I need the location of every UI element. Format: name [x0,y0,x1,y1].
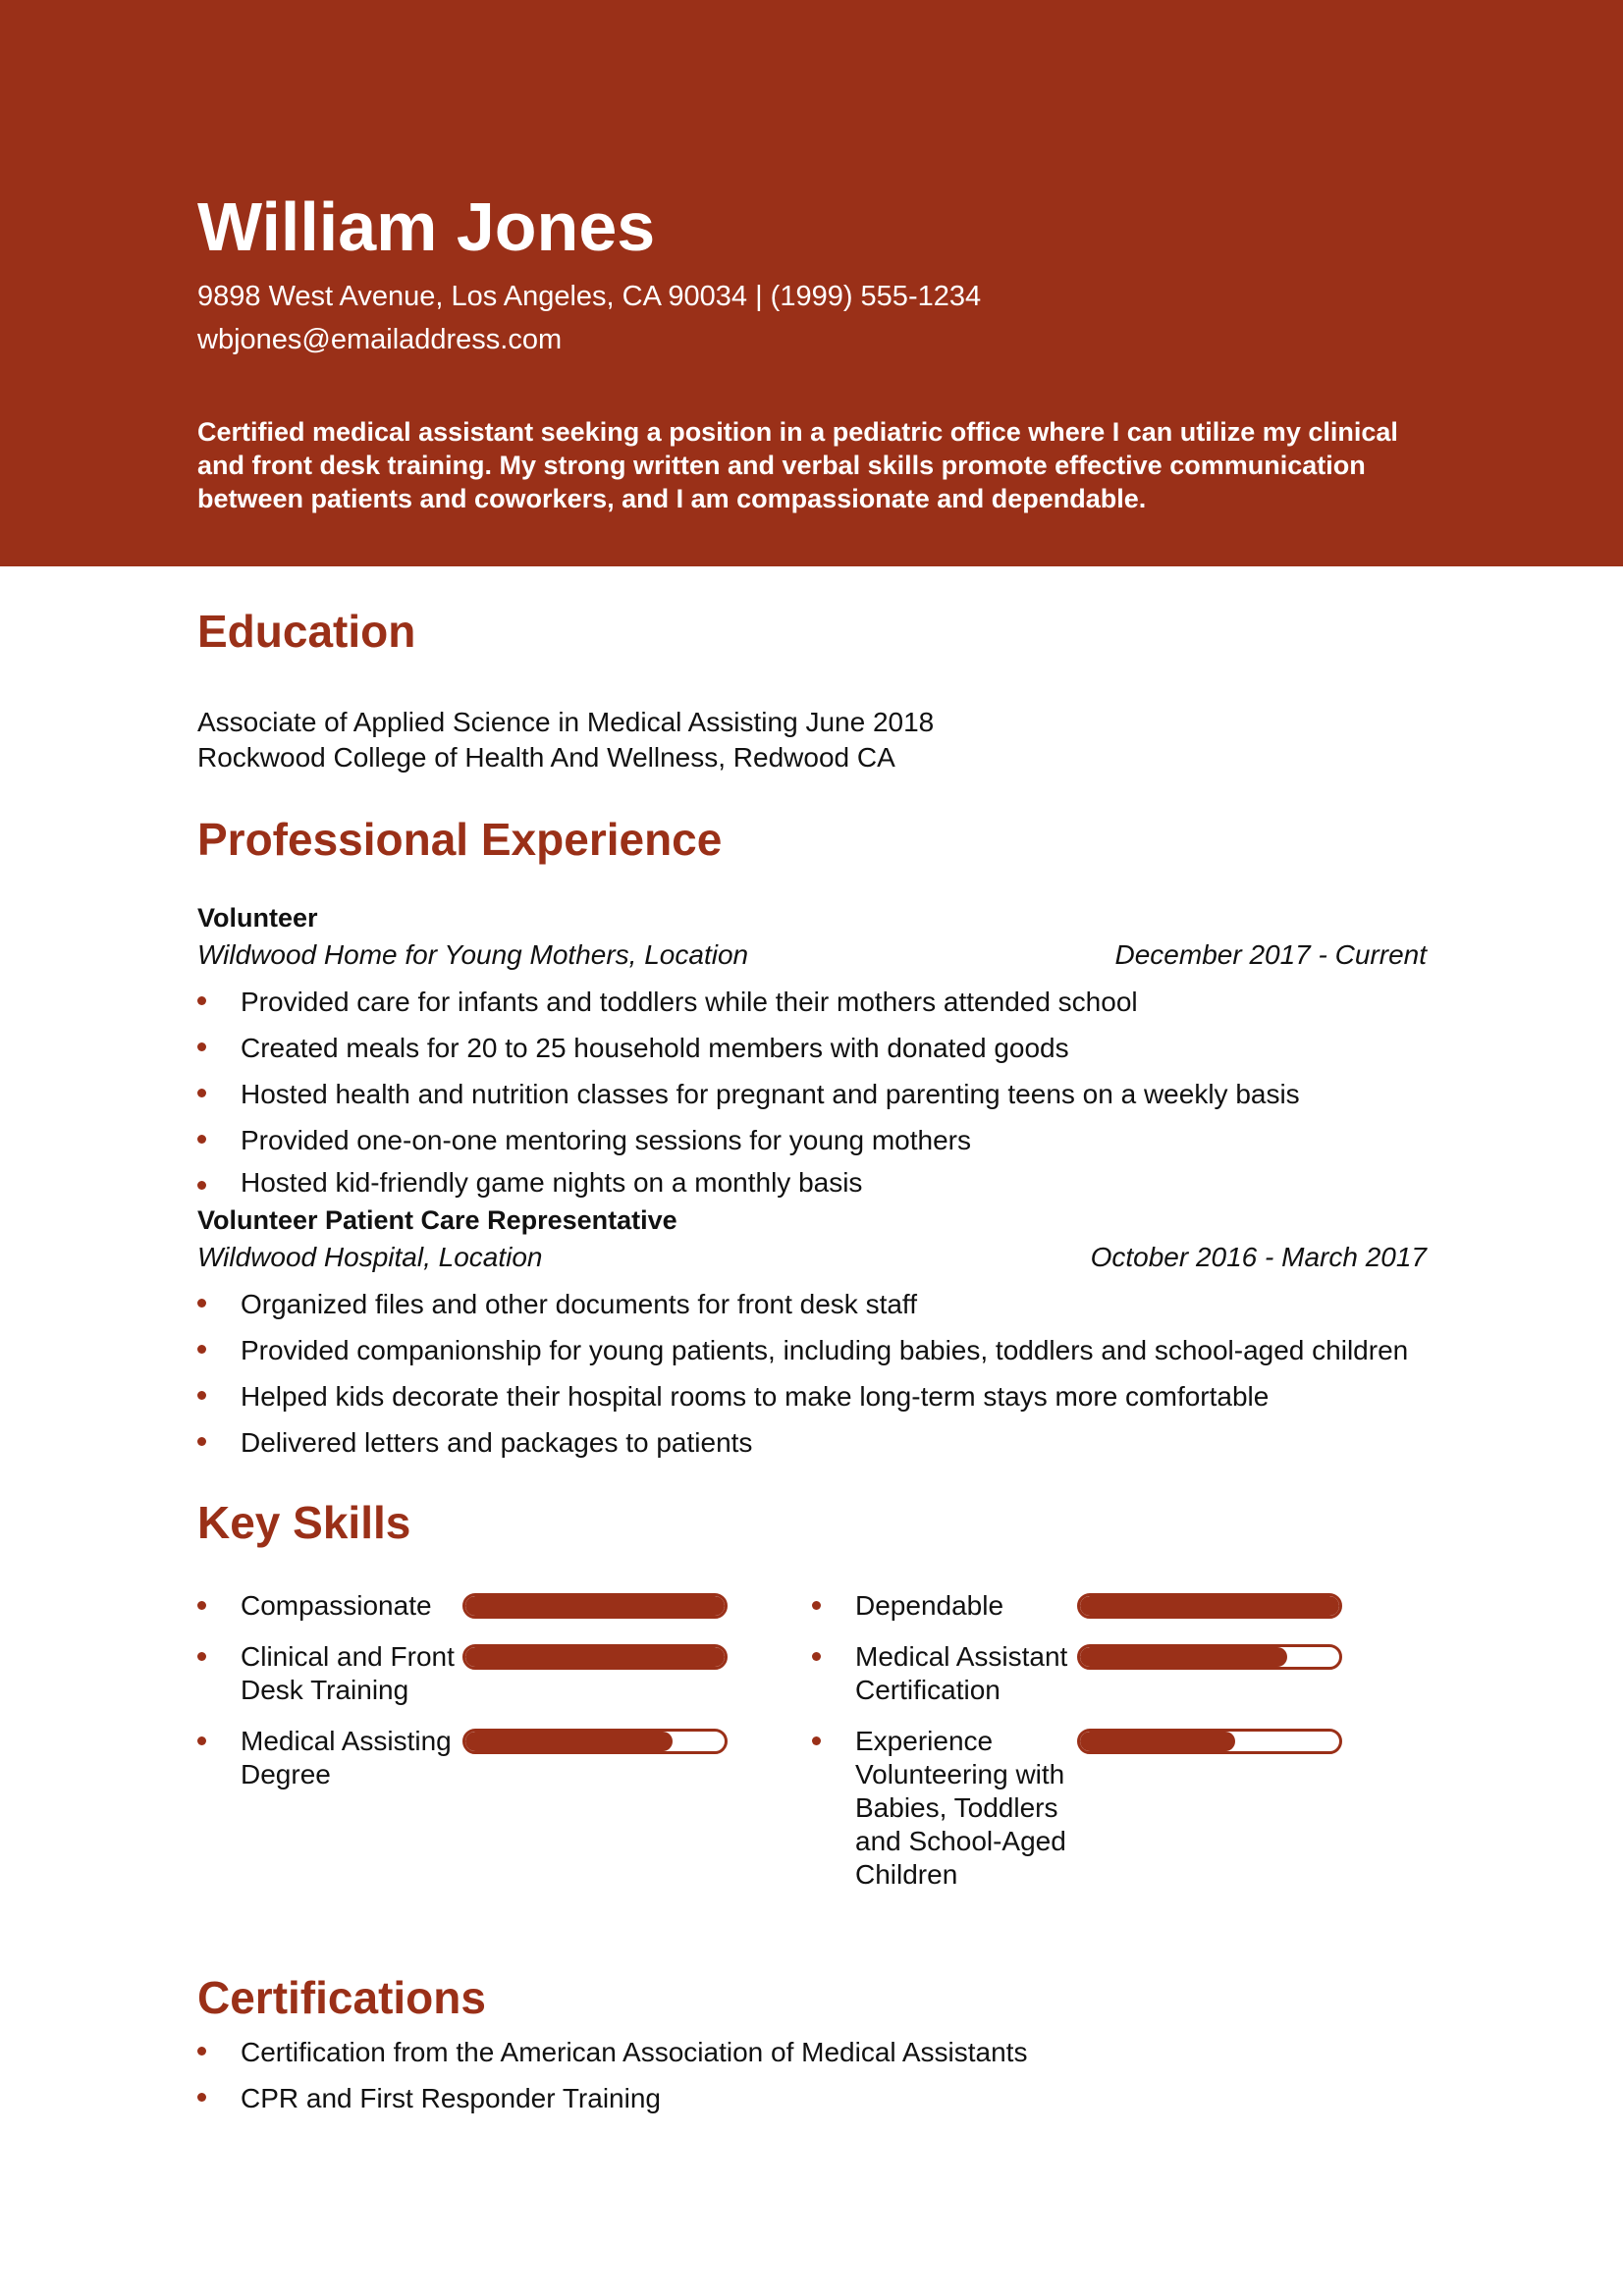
skill-level-fill [465,1732,673,1751]
list-item: Provided care for infants and toddlers while their mothers attended school [197,979,1427,1025]
candidate-name: William Jones [197,188,656,265]
skill-row [197,1589,812,1623]
list-item: Created meals for 20 to 25 household members with donated goods [197,1025,1427,1071]
job-entry [197,900,1427,1202]
email: wbjones@emailaddress.com [197,324,563,355]
skill-level-fill [465,1647,725,1667]
skills-grid [197,1589,1427,1909]
list-item: Provided one-on-one mentoring sessions for young mothers [197,1117,1427,1163]
job-meta [197,1238,1427,1277]
skill-row [197,1640,812,1707]
list-item: Hosted kid-friendly game nights on a monthly basis [197,1163,1427,1202]
job-duties [197,1281,1427,1466]
header-content [197,187,1434,515]
address-phone: 9898 West Avenue, Los Angeles, CA 90034 | (1999) 555-1234 [197,281,982,312]
skill-level-fill [1080,1596,1339,1616]
education-degree: Associate of Applied Science in Medical Assisting June 2018 [197,707,935,737]
list-item: CPR and First Responder Training [197,2075,1427,2121]
skill-level-fill [1080,1647,1287,1667]
skills-heading: Key Skills [197,1497,411,1548]
skill-label: Dependable [812,1589,1077,1623]
skill-level-bar [462,1729,728,1754]
skill-label: Medical Assistant Certification [812,1640,1077,1707]
job-dates: October 2016 - March 2017 [1090,1242,1427,1272]
skill-level-bar [1077,1729,1342,1754]
header-banner [0,0,1623,566]
certifications-heading: Certifications [197,1972,486,2023]
list-item: Certification from the American Association of Medical Assistants [197,2029,1427,2075]
skill-label: Compassionate [197,1589,462,1623]
skills-column-right [812,1589,1427,1909]
skill-label: Medical Assisting Degree [197,1725,462,1791]
resume-body [197,566,1427,2121]
skill-row [812,1640,1427,1707]
job-entry [197,1202,1427,1466]
skill-level-bar [1077,1593,1342,1619]
education-school: Rockwood College of Health And Wellness, Redwood CA [197,742,895,773]
job-title: Volunteer [197,903,318,933]
education-entry [197,705,1427,775]
skill-row [812,1725,1427,1892]
professional-summary: Certified medical assistant seeking a position in a pediatric office where I can utilize my clinical and front desk training. My strong written and verbal skills promote effective communication between patients and coworkers, and I am compassionate and dependable. [197,417,1398,513]
skill-label: Experience Volunteering with Babies, Toddlers and School-Aged Children [812,1725,1077,1892]
skill-level-fill [465,1596,725,1616]
job-duties [197,979,1427,1202]
job-title: Volunteer Patient Care Representative [197,1205,677,1235]
list-item: Hosted health and nutrition classes for pregnant and parenting teens on a weekly basis [197,1071,1427,1117]
list-item: Delivered letters and packages to patients [197,1419,1427,1466]
skill-row [197,1725,812,1791]
job-meta [197,935,1427,975]
skill-row [812,1589,1427,1623]
list-item: Provided companionship for young patients, including babies, toddlers and school-aged children [197,1327,1427,1373]
experience-heading: Professional Experience [197,814,723,865]
list-item: Helped kids decorate their hospital rooms to make long-term stays more comfortable [197,1373,1427,1419]
skill-level-fill [1080,1732,1235,1751]
job-dates: December 2017 - Current [1114,939,1427,970]
skills-column-left [197,1589,812,1909]
skill-label: Clinical and Front Desk Training [197,1640,462,1707]
job-organization: Wildwood Hospital, Location [197,1242,543,1272]
list-item: Organized files and other documents for front desk staff [197,1281,1427,1327]
skill-level-bar [1077,1644,1342,1670]
education-heading: Education [197,606,416,657]
skill-level-bar [462,1644,728,1670]
job-organization: Wildwood Home for Young Mothers, Location [197,939,749,970]
certifications-list [197,2029,1427,2121]
skill-level-bar [462,1593,728,1619]
